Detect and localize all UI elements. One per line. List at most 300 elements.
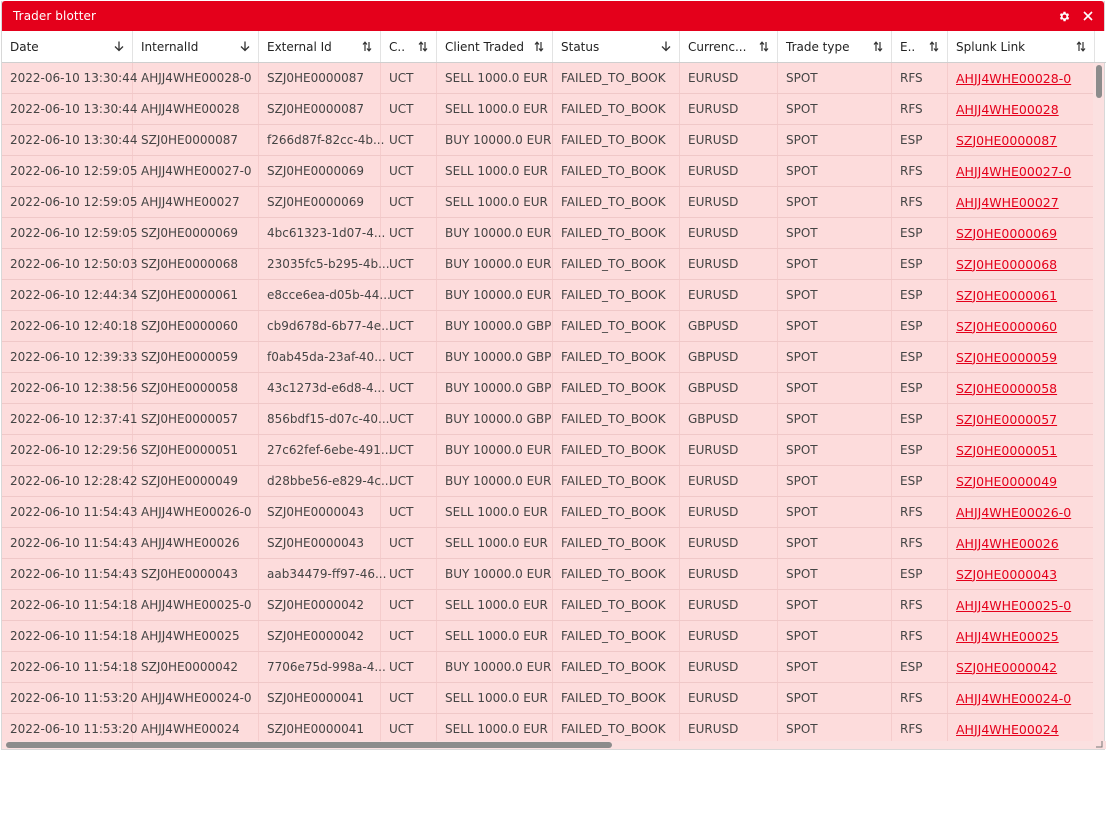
column-header-label: C.. [389, 39, 406, 54]
cell-client [437, 156, 553, 186]
vertical-scrollbar[interactable] [1093, 63, 1104, 743]
table-row[interactable] [2, 466, 1095, 497]
cell-splunk[interactable] [948, 714, 1095, 744]
cell-text: RFS [900, 164, 923, 178]
cell-status [553, 528, 680, 558]
cell-text: SELL 1000.0 EUR [445, 164, 548, 178]
cell-splunk[interactable] [948, 621, 1095, 651]
cell-external [259, 435, 393, 465]
cell-c [381, 466, 437, 496]
cell-text: ESP [900, 381, 923, 395]
sort-arrows-icon[interactable] [759, 41, 769, 52]
table-row[interactable] [2, 683, 1095, 714]
cell-text: RFS [900, 691, 923, 705]
cell-text: EURUSD [688, 691, 739, 705]
vertical-scrollbar-thumb[interactable] [1096, 65, 1102, 98]
cell-status [553, 373, 680, 403]
cell-text: FAILED_TO_BOOK [561, 660, 666, 674]
splunk-link[interactable]: SZJ0HE0000061 [956, 287, 1058, 303]
cell-status [553, 683, 680, 713]
splunk-link[interactable]: AHJJ4WHE00025 [956, 628, 1059, 644]
table-row[interactable] [2, 280, 1095, 311]
cell-text: 7706e75d-998a-4... [267, 660, 386, 674]
cell-external [259, 94, 381, 124]
arrow-down-icon[interactable] [114, 41, 124, 52]
cell-tradetype [778, 373, 892, 403]
cell-client [437, 187, 553, 217]
cell-text: AHJJ4WHE00024-0 [141, 691, 252, 705]
cell-date [2, 156, 138, 186]
cell-internal [133, 156, 259, 186]
column-header-currency[interactable] [680, 31, 778, 62]
cell-internal [133, 466, 259, 496]
cell-text: 2022-06-10 12:59:05 [10, 164, 138, 178]
cell-text: 2022-06-10 11:54:18 [10, 598, 138, 612]
cell-status [553, 125, 680, 155]
cell-text: ESP [900, 350, 923, 364]
table-row[interactable] [2, 156, 1095, 187]
cell-splunk[interactable] [948, 497, 1095, 527]
cell-external [259, 528, 381, 558]
cell-e [892, 435, 948, 465]
cell-text: GBPUSD [688, 412, 739, 426]
cell-tradetype [778, 466, 892, 496]
cell-text: UCT [389, 350, 414, 364]
cell-text: SPOT [786, 71, 818, 85]
sort-arrows-icon[interactable] [534, 41, 544, 52]
cell-e [892, 528, 948, 558]
column-header-external[interactable] [259, 31, 381, 62]
cell-external [259, 63, 381, 93]
cell-external [259, 249, 390, 279]
splunk-link[interactable]: AHJJ4WHE00028 [956, 101, 1059, 117]
cell-date [2, 187, 138, 217]
cell-c [381, 652, 437, 682]
cell-status [553, 404, 680, 434]
cell-e [892, 590, 948, 620]
table-row[interactable] [2, 497, 1095, 528]
splunk-link[interactable]: AHJJ4WHE00026-0 [956, 504, 1072, 520]
table-row[interactable] [2, 187, 1095, 218]
cell-text: UCT [389, 660, 414, 674]
cell-text: FAILED_TO_BOOK [561, 257, 666, 271]
cell-date [2, 125, 138, 155]
cell-status [553, 466, 680, 496]
cell-text: SELL 1000.0 EUR [445, 722, 548, 736]
table-row[interactable] [2, 125, 1095, 156]
cell-splunk[interactable] [948, 249, 1095, 279]
cell-text: AHJJ4WHE00028 [141, 102, 240, 116]
cell-client [437, 621, 553, 651]
table-row[interactable] [2, 435, 1095, 466]
cell-tradetype [778, 528, 892, 558]
cell-text: SPOT [786, 257, 818, 271]
cell-text: ESP [900, 319, 923, 333]
table-row[interactable] [2, 342, 1095, 373]
cell-currency [680, 528, 778, 558]
cell-text: SELL 1000.0 EUR [445, 536, 548, 550]
table-row[interactable] [2, 404, 1095, 435]
cell-text: 2022-06-10 11:53:20 [10, 722, 138, 736]
cell-text: FAILED_TO_BOOK [561, 195, 666, 209]
cell-splunk[interactable] [948, 187, 1095, 217]
cell-client [437, 125, 553, 155]
sort-arrows-icon[interactable] [418, 41, 428, 52]
table-row[interactable] [2, 528, 1095, 559]
cell-text: ESP [900, 133, 923, 147]
cell-text: SZJ0HE0000042 [141, 660, 239, 674]
column-header-internal[interactable] [133, 31, 259, 62]
cell-status [553, 249, 680, 279]
cell-e [892, 466, 948, 496]
cell-date [2, 621, 138, 651]
horizontal-scrollbar-thumb[interactable] [6, 742, 612, 748]
cell-text: EURUSD [688, 629, 739, 643]
arrow-down-icon[interactable] [240, 41, 250, 52]
cell-tradetype [778, 559, 892, 589]
cell-splunk[interactable] [948, 404, 1095, 434]
cell-splunk[interactable] [948, 63, 1095, 93]
table-row[interactable] [2, 373, 1095, 404]
cell-text: SZJ0HE0000059 [141, 350, 239, 364]
cell-e [892, 404, 948, 434]
cell-currency [680, 621, 778, 651]
splunk-link[interactable]: SZJ0HE0000069 [956, 225, 1058, 241]
window-titlebar[interactable] [2, 1, 1104, 31]
cell-splunk[interactable] [948, 435, 1095, 465]
table-row[interactable] [2, 621, 1095, 652]
sort-arrows-icon[interactable] [873, 41, 883, 52]
cell-splunk[interactable] [948, 311, 1095, 341]
cell-text: SELL 1000.0 EUR [445, 195, 548, 209]
cell-text: SELL 1000.0 EUR [445, 505, 548, 519]
cell-date [2, 497, 138, 527]
cell-text: RFS [900, 536, 923, 550]
cell-splunk[interactable] [948, 590, 1095, 620]
cell-text: 2022-06-10 11:54:43 [10, 505, 138, 519]
cell-currency [680, 280, 778, 310]
cell-external [259, 342, 386, 372]
cell-external [259, 714, 381, 744]
cell-status [553, 621, 680, 651]
column-header-label: Splunk Link [956, 39, 1026, 54]
cell-e [892, 714, 948, 744]
column-header-e[interactable] [892, 31, 948, 62]
cell-status [553, 435, 680, 465]
splunk-link[interactable]: SZJ0HE0000068 [956, 256, 1058, 272]
cell-text: 2022-06-10 13:30:44 [10, 102, 138, 116]
cell-text: EURUSD [688, 536, 739, 550]
splunk-link[interactable]: SZJ0HE0000043 [956, 566, 1058, 582]
cell-text: SPOT [786, 226, 818, 240]
cell-text: GBPUSD [688, 350, 739, 364]
splunk-link[interactable]: SZJ0HE0000060 [956, 318, 1058, 334]
table-row[interactable] [2, 218, 1095, 249]
cell-text: FAILED_TO_BOOK [561, 536, 666, 550]
cell-currency [680, 218, 778, 248]
cell-tradetype [778, 435, 892, 465]
splunk-link[interactable]: AHJJ4WHE00027 [956, 194, 1059, 210]
cell-internal [133, 621, 259, 651]
cell-text: SZJ0HE0000069 [267, 164, 365, 178]
cell-currency [680, 373, 778, 403]
table-row[interactable] [2, 94, 1095, 125]
cell-text: SZJ0HE0000041 [267, 722, 365, 736]
table-row[interactable] [2, 249, 1095, 280]
cell-text: EURUSD [688, 443, 739, 457]
cell-client [437, 218, 553, 248]
cell-internal [133, 497, 259, 527]
cell-splunk[interactable] [948, 466, 1095, 496]
cell-text: RFS [900, 629, 923, 643]
cell-text: FAILED_TO_BOOK [561, 598, 666, 612]
cell-text: ESP [900, 226, 923, 240]
cell-currency [680, 156, 778, 186]
cell-text: BUY 10000.0 EUR [445, 443, 552, 457]
cell-internal [133, 590, 259, 620]
cell-text: SPOT [786, 505, 818, 519]
cell-status [553, 63, 680, 93]
cell-text: FAILED_TO_BOOK [561, 288, 666, 302]
cell-text: UCT [389, 319, 414, 333]
cell-currency [680, 249, 778, 279]
cell-text: SZJ0HE0000041 [267, 691, 365, 705]
cell-text: FAILED_TO_BOOK [561, 133, 666, 147]
splunk-link[interactable]: AHJJ4WHE00024-0 [956, 690, 1072, 706]
cell-splunk[interactable] [948, 94, 1095, 124]
splunk-link[interactable]: AHJJ4WHE00026 [956, 535, 1059, 551]
column-header-splunk[interactable] [948, 31, 1095, 62]
splunk-link[interactable]: SZJ0HE0000057 [956, 411, 1058, 427]
cell-client [437, 404, 553, 434]
cell-text: 2022-06-10 12:59:05 [10, 226, 138, 240]
column-header-date[interactable] [2, 31, 133, 62]
cell-splunk[interactable] [948, 373, 1095, 403]
cell-text: EURUSD [688, 598, 739, 612]
cell-text: UCT [389, 629, 414, 643]
cell-text: ESP [900, 412, 923, 426]
cell-text: ESP [900, 474, 923, 488]
cell-date [2, 280, 138, 310]
cell-internal [133, 528, 259, 558]
cell-text: SZJ0HE0000087 [141, 133, 239, 147]
cell-date [2, 218, 138, 248]
cell-splunk[interactable] [948, 683, 1095, 713]
cell-date [2, 373, 138, 403]
cell-splunk[interactable] [948, 125, 1095, 155]
window-title: Trader blotter [13, 9, 97, 23]
table-row[interactable] [2, 559, 1095, 590]
cell-text: EURUSD [688, 567, 739, 581]
splunk-link[interactable]: AHJJ4WHE00027-0 [956, 163, 1072, 179]
cell-text: RFS [900, 71, 923, 85]
cell-internal [133, 218, 259, 248]
cell-e [892, 652, 948, 682]
cell-text: BUY 10000.0 GBP [445, 350, 552, 364]
cell-external [259, 218, 386, 248]
gear-icon [1058, 10, 1071, 23]
cell-currency [680, 559, 778, 589]
cell-e [892, 497, 948, 527]
cell-text: d28bbe56-e829-4c... [267, 474, 393, 488]
cell-text: FAILED_TO_BOOK [561, 164, 666, 178]
column-header-label: Currenc... [688, 39, 747, 54]
horizontal-scrollbar[interactable] [2, 741, 1106, 749]
cell-text: FAILED_TO_BOOK [561, 412, 666, 426]
cell-internal [133, 63, 259, 93]
cell-tradetype [778, 249, 892, 279]
splunk-link[interactable]: AHJJ4WHE00024 [956, 721, 1059, 737]
column-header-label: E.. [900, 39, 916, 54]
cell-external [259, 683, 381, 713]
cell-currency [680, 94, 778, 124]
cell-text: 43c1273d-e6d8-4... [267, 381, 386, 395]
cell-text: 2022-06-10 12:59:05 [10, 195, 138, 209]
sort-arrows-icon[interactable] [929, 41, 939, 52]
cell-text: SZJ0HE0000069 [141, 226, 239, 240]
table-row[interactable] [2, 590, 1095, 621]
column-header-c[interactable] [381, 31, 437, 62]
splunk-link[interactable]: SZJ0HE0000049 [956, 473, 1058, 489]
arrow-down-icon[interactable] [661, 41, 671, 52]
cell-c [381, 590, 437, 620]
splunk-link[interactable]: SZJ0HE0000059 [956, 349, 1058, 365]
cell-splunk[interactable] [948, 218, 1095, 248]
cell-text: SPOT [786, 474, 818, 488]
splunk-link[interactable]: AHJJ4WHE00025-0 [956, 597, 1072, 613]
cell-internal [133, 435, 259, 465]
cell-text: SZJ0HE0000043 [141, 567, 239, 581]
cell-text: FAILED_TO_BOOK [561, 71, 666, 85]
cell-text: SPOT [786, 629, 818, 643]
cell-c [381, 528, 437, 558]
column-header-client[interactable] [437, 31, 553, 62]
cell-text: EURUSD [688, 226, 739, 240]
splunk-link[interactable]: SZJ0HE0000058 [956, 380, 1058, 396]
cell-text: 23035fc5-b295-4b... [267, 257, 390, 271]
cell-status [553, 342, 680, 372]
cell-text: SPOT [786, 598, 818, 612]
cell-c [381, 497, 437, 527]
cell-c [381, 280, 437, 310]
column-header-tradetype[interactable] [778, 31, 892, 62]
cell-text: EURUSD [688, 195, 739, 209]
cell-client [437, 714, 553, 744]
cell-e [892, 125, 948, 155]
cell-splunk[interactable] [948, 559, 1095, 589]
cell-text: RFS [900, 102, 923, 116]
cell-text: UCT [389, 567, 414, 581]
cell-text: AHJJ4WHE00026-0 [141, 505, 252, 519]
sort-arrows-icon[interactable] [1076, 41, 1086, 52]
cell-tradetype [778, 683, 892, 713]
cell-client [437, 466, 553, 496]
cell-text: BUY 10000.0 EUR [445, 226, 552, 240]
cell-text: f0ab45da-23af-40... [267, 350, 386, 364]
cell-currency [680, 125, 778, 155]
cell-text: FAILED_TO_BOOK [561, 567, 666, 581]
cell-text: RFS [900, 722, 923, 736]
cell-client [437, 683, 553, 713]
cell-splunk[interactable] [948, 652, 1095, 682]
cell-client [437, 435, 553, 465]
cell-text: EURUSD [688, 288, 739, 302]
cell-splunk[interactable] [948, 342, 1095, 372]
cell-c [381, 94, 437, 124]
cell-text: SZJ0HE0000069 [267, 195, 365, 209]
cell-date [2, 342, 138, 372]
column-header-label: Client Traded [445, 39, 525, 54]
cell-client [437, 652, 553, 682]
splunk-link[interactable]: AHJJ4WHE00028-0 [956, 70, 1072, 86]
cell-client [437, 559, 553, 589]
cell-text: SPOT [786, 443, 818, 457]
cell-text: EURUSD [688, 722, 739, 736]
cell-text: SPOT [786, 195, 818, 209]
cell-date [2, 404, 138, 434]
resize-handle-icon[interactable] [1096, 741, 1103, 748]
cell-text: 4bc61323-1d07-4... [267, 226, 386, 240]
cell-text: FAILED_TO_BOOK [561, 443, 666, 457]
cell-text: BUY 10000.0 GBP [445, 319, 552, 333]
cell-text: 2022-06-10 12:50:03 [10, 257, 138, 271]
cell-tradetype [778, 590, 892, 620]
cell-currency [680, 187, 778, 217]
cell-splunk[interactable] [948, 280, 1095, 310]
cell-tradetype [778, 621, 892, 651]
cell-status [553, 311, 680, 341]
cell-text: BUY 10000.0 EUR [445, 474, 552, 488]
cell-e [892, 156, 948, 186]
cell-text: ESP [900, 660, 923, 674]
cell-e [892, 218, 948, 248]
cell-text: UCT [389, 505, 414, 519]
settings-button[interactable] [1052, 1, 1076, 31]
cell-text: BUY 10000.0 EUR [445, 660, 552, 674]
cell-text: 2022-06-10 12:39:33 [10, 350, 138, 364]
cell-text: RFS [900, 598, 923, 612]
cell-text: EURUSD [688, 133, 739, 147]
cell-text: SPOT [786, 319, 818, 333]
cell-client [437, 342, 553, 372]
cell-text: FAILED_TO_BOOK [561, 350, 666, 364]
sort-arrows-icon[interactable] [362, 41, 372, 52]
close-icon [1083, 11, 1093, 21]
table-row[interactable] [2, 311, 1095, 342]
cell-c [381, 63, 437, 93]
column-header-status[interactable] [553, 31, 680, 62]
cell-splunk[interactable] [948, 528, 1095, 558]
cell-c [381, 125, 437, 155]
cell-text: SELL 1000.0 EUR [445, 102, 548, 116]
cell-tradetype [778, 311, 892, 341]
cell-status [553, 714, 680, 744]
cell-c [381, 156, 437, 186]
cell-client [437, 249, 553, 279]
cell-internal [133, 94, 259, 124]
close-button[interactable] [1076, 1, 1100, 31]
splunk-link[interactable]: SZJ0HE0000051 [956, 442, 1058, 458]
cell-text: SZJ0HE0000051 [141, 443, 239, 457]
cell-text: SPOT [786, 536, 818, 550]
splunk-link[interactable]: SZJ0HE0000042 [956, 659, 1058, 675]
cell-text: AHJJ4WHE00025 [141, 629, 240, 643]
cell-text: UCT [389, 443, 414, 457]
table-row[interactable] [2, 652, 1095, 683]
cell-splunk[interactable] [948, 156, 1095, 186]
splunk-link[interactable]: SZJ0HE0000087 [956, 132, 1058, 148]
table-row[interactable] [2, 63, 1095, 94]
